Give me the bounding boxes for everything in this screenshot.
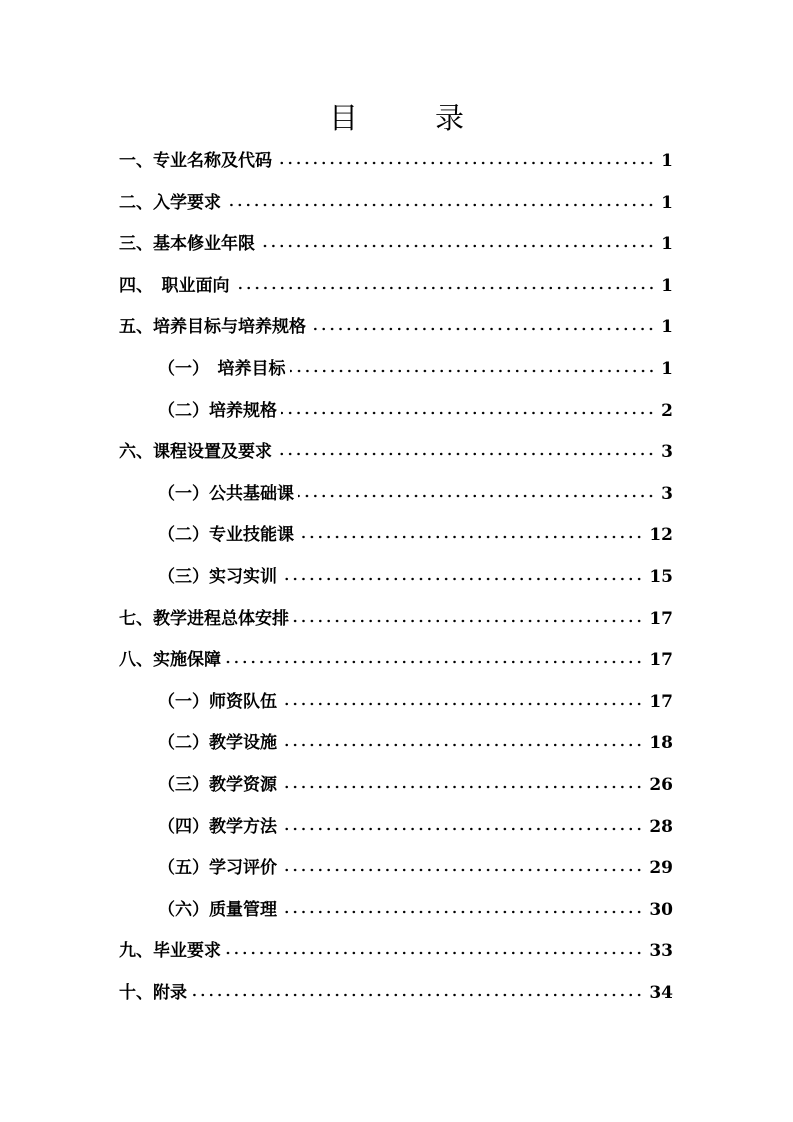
toc-entry-page: 1 (661, 317, 673, 338)
dot-leader (281, 826, 643, 832)
dot-leader (281, 909, 643, 915)
toc-subentry[interactable] (158, 396, 673, 422)
toc-subentry[interactable] (158, 354, 673, 380)
dot-leader (191, 992, 643, 998)
toc-entry-page: 34 (649, 983, 673, 1003)
toc-entry-label: 五、培养目标与培养规格 (119, 317, 306, 338)
toc-entry-label: （三）实习实训 (158, 567, 277, 587)
dot-leader (293, 618, 643, 624)
toc-entry-page: 1 (661, 275, 673, 296)
toc-entry[interactable] (119, 229, 673, 255)
dot-leader (281, 784, 643, 790)
toc-entry-page: 15 (649, 567, 673, 587)
toc-subentry[interactable] (158, 520, 673, 546)
toc-entry-label: （一） 培养目标 (158, 359, 286, 379)
dot-leader (276, 160, 655, 166)
toc-subentry[interactable] (158, 687, 673, 713)
toc-entry-label: 八、实施保障 (119, 650, 221, 671)
toc-subentry[interactable] (158, 812, 673, 838)
toc-entry-label: 三、基本修业年限 (119, 234, 255, 255)
dot-leader (298, 534, 643, 540)
toc-entry[interactable] (119, 312, 673, 338)
toc-entry-page: 1 (661, 151, 673, 171)
toc-entry-label: （三）教学资源 (158, 775, 277, 795)
toc-entry-label: 九、毕业要求 (119, 941, 221, 962)
toc-entry-label: 七、教学进程总体安排 (119, 608, 289, 629)
dot-leader (225, 950, 643, 956)
toc-entry-page: 3 (661, 442, 673, 463)
toc-entry-label: （一）公共基础课 (158, 483, 294, 504)
toc-entry-page: 3 (661, 483, 673, 504)
dot-leader (281, 576, 643, 582)
toc-entry-label: （二）专业技能课 (158, 525, 294, 546)
toc-entry-page: 33 (649, 941, 673, 962)
toc-subentry[interactable] (158, 479, 673, 505)
toc-entry[interactable] (119, 978, 673, 1004)
toc-entry-label: （四）教学方法 (158, 816, 277, 837)
dot-leader (298, 493, 655, 499)
toc-entry[interactable] (119, 437, 673, 463)
toc-entry-label: （二）培养规格 (158, 400, 277, 421)
toc-title: 目 录 (328, 101, 488, 135)
dot-leader (225, 659, 643, 665)
toc-subentry[interactable] (158, 853, 673, 879)
toc-entry-label: 二、入学要求 (119, 192, 221, 213)
toc-entry-page: 1 (661, 234, 673, 255)
toc-subentry[interactable] (158, 895, 673, 921)
dot-leader (310, 326, 655, 332)
toc-entry-page: 30 (649, 899, 673, 920)
toc-subentry[interactable] (158, 728, 673, 754)
dot-leader (259, 243, 655, 249)
dot-leader (281, 410, 655, 416)
toc-entry-label: （五）学习评价 (158, 858, 277, 879)
dot-leader (281, 867, 643, 873)
toc-entry-page: 12 (649, 525, 673, 546)
dot-leader (225, 202, 655, 208)
dot-leader (281, 742, 643, 748)
toc-entry-page: 17 (649, 608, 673, 629)
toc-subentry[interactable] (158, 770, 673, 796)
toc-entry-label: 十、附录 (119, 983, 187, 1003)
toc-entry-page: 29 (649, 858, 673, 879)
toc-entry-label: （二）教学设施 (158, 733, 277, 754)
toc-entry-page: 18 (649, 733, 673, 754)
toc-entry-page: 1 (661, 192, 673, 213)
toc-entry-page: 2 (661, 400, 673, 421)
dot-leader (276, 451, 655, 457)
toc-entry-label: （一）师资队伍 (158, 691, 277, 712)
dot-leader (290, 368, 656, 374)
toc-entry-label: 一、专业名称及代码 (119, 151, 272, 171)
toc-entry-label: 六、课程设置及要求 (119, 442, 272, 463)
toc-entry-page: 17 (649, 691, 673, 712)
toc-entry[interactable] (119, 146, 673, 172)
toc-entry[interactable] (119, 271, 673, 297)
toc-entry[interactable] (119, 645, 673, 671)
toc-entry-page: 26 (649, 775, 673, 795)
toc-entry-page: 28 (649, 816, 673, 837)
toc-entry[interactable] (119, 936, 673, 962)
toc-entry-label: 四、 职业面向 (119, 275, 230, 296)
toc-subentry[interactable] (158, 562, 673, 588)
toc-entry[interactable] (119, 604, 673, 630)
toc-entry[interactable] (119, 188, 673, 214)
dot-leader (281, 701, 643, 707)
toc-entry-page: 1 (661, 359, 673, 379)
dot-leader (234, 285, 656, 291)
toc-entry-page: 17 (649, 650, 673, 671)
toc-entry-label: （六）质量管理 (158, 899, 277, 920)
